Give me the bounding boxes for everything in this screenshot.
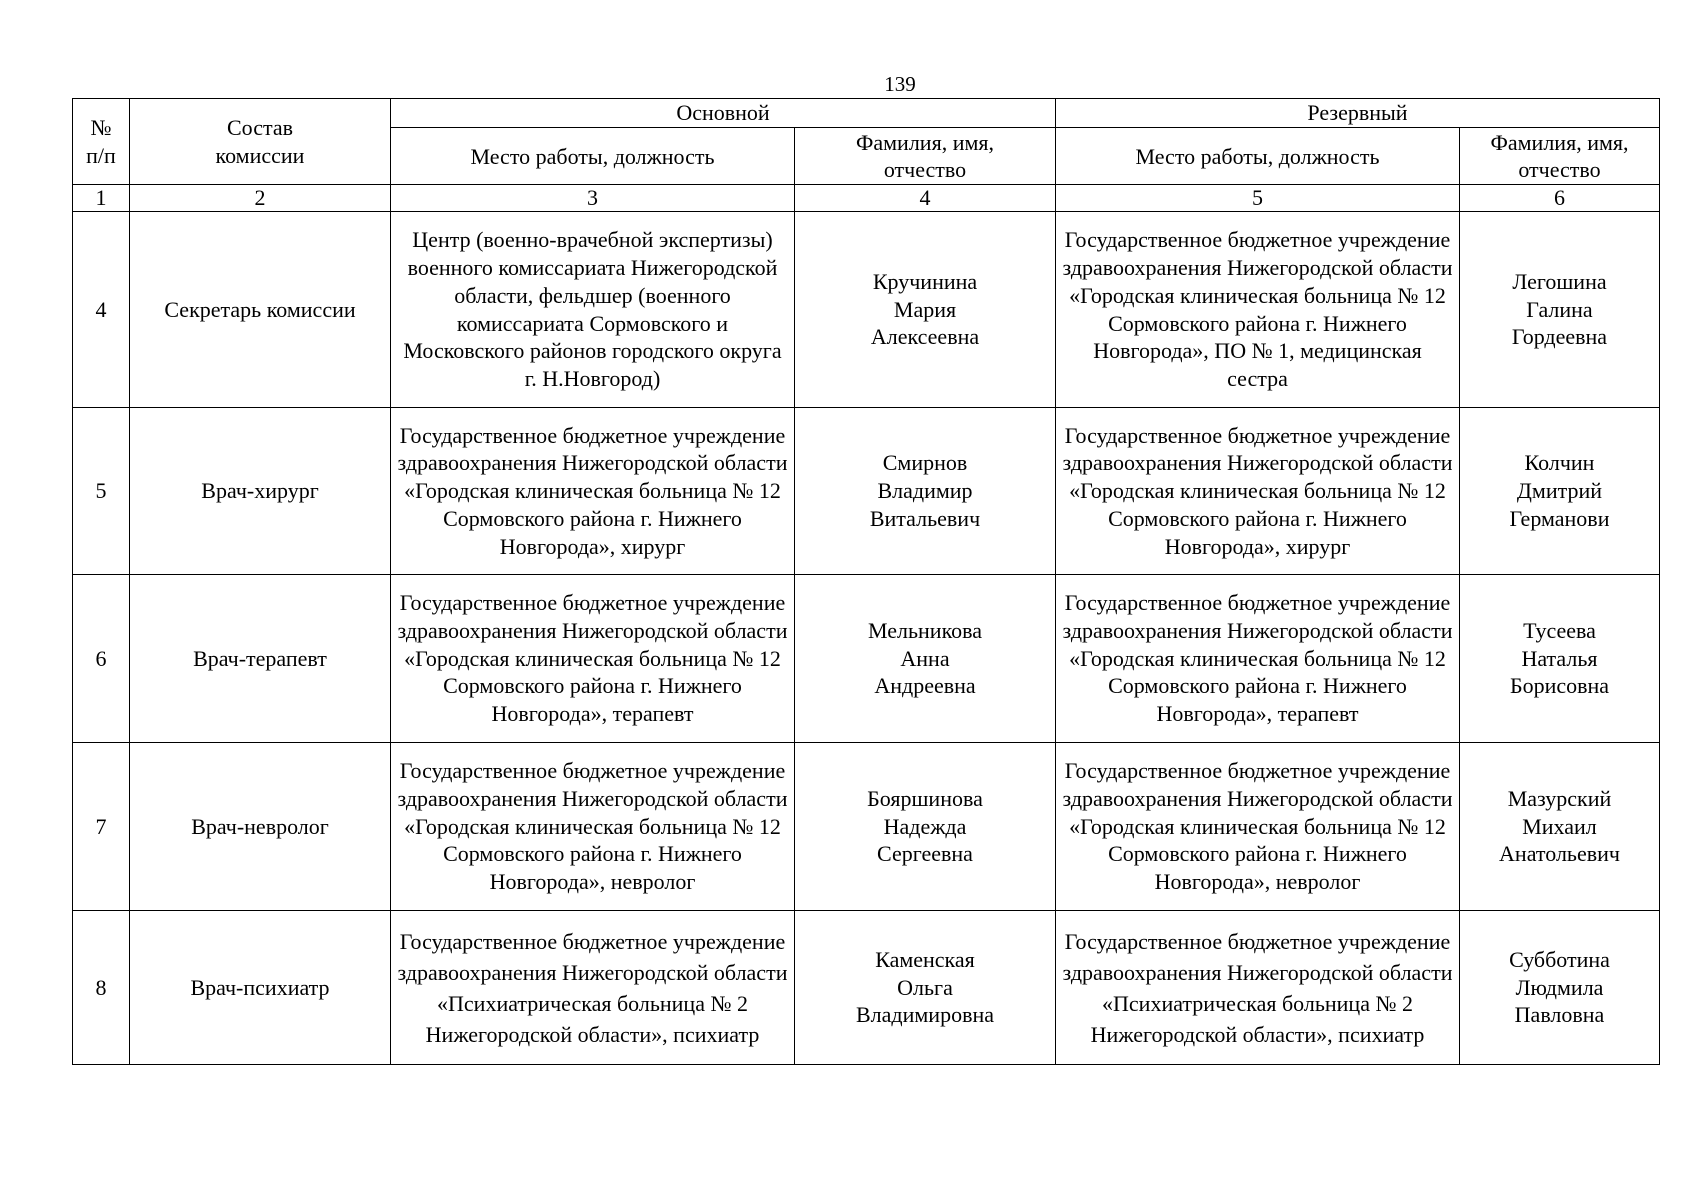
- column-number: 6: [1460, 185, 1660, 212]
- header-main: Основной: [391, 99, 1056, 128]
- row-reserve-place: Государственное бюджетное учреждение здравоохранения Нижегородской области «Психиатрическая больница № 2 Нижегородской области», психиатр: [1056, 911, 1460, 1065]
- row-number: 8: [73, 911, 130, 1065]
- row-reserve-name: Субботина Людмила Павловна: [1460, 911, 1660, 1065]
- table-row: [73, 212, 1660, 408]
- header-reserve-place: Место работы, должность: [1056, 128, 1460, 185]
- table-row: [73, 743, 1660, 911]
- row-main-place: Государственное бюджетное учреждение здравоохранения Нижегородской области «Городская клиническая больница № 12 Сормовского района г. Нижнего Новгорода», невролог: [391, 743, 795, 911]
- row-reserve-name: Колчин Дмитрий Германови: [1460, 408, 1660, 575]
- column-number: 2: [130, 185, 391, 212]
- table-row: [73, 575, 1660, 743]
- header-main-place: Место работы, должность: [391, 128, 795, 185]
- header-main-fio: Фамилия, имя, отчество: [795, 128, 1056, 185]
- row-number: 7: [73, 743, 130, 911]
- row-role: Врач-невролог: [130, 743, 391, 911]
- table-row: [73, 911, 1660, 1065]
- column-number: 1: [73, 185, 130, 212]
- header-reserve-fio: Фамилия, имя, отчество: [1460, 128, 1660, 185]
- row-role: Врач-хирург: [130, 408, 391, 575]
- row-main-name: Каменская Ольга Владимировна: [795, 911, 1056, 1065]
- header-row-top: [73, 99, 1660, 128]
- row-number: 4: [73, 212, 130, 408]
- column-number-row: [73, 185, 1660, 212]
- header-composition: Состав комиссии: [130, 99, 391, 185]
- column-number: 5: [1056, 185, 1460, 212]
- row-reserve-place: Государственное бюджетное учреждение здравоохранения Нижегородской области «Городская клиническая больница № 12 Сормовского района г. Нижнего Новгорода», терапевт: [1056, 575, 1460, 743]
- row-reserve-name: Легошина Галина Гордеевна: [1460, 212, 1660, 408]
- row-main-name: Кручинина Мария Алексеевна: [795, 212, 1056, 408]
- row-main-place: Государственное бюджетное учреждение здравоохранения Нижегородской области «Городская клиническая больница № 12 Сормовского района г. Нижнего Новгорода», терапевт: [391, 575, 795, 743]
- row-main-place: Центр (военно-врачебной экспертизы) военного комиссариата Нижегородской области, фельдшер (военного комиссариата Сормовского и Московского районов городского округа г. Н.Новгород): [391, 212, 795, 408]
- row-role: Врач-психиатр: [130, 911, 391, 1065]
- table-row: [73, 408, 1660, 575]
- row-reserve-name: Мазурский Михаил Анатольевич: [1460, 743, 1660, 911]
- column-number: 3: [391, 185, 795, 212]
- row-main-place: Государственное бюджетное учреждение здравоохранения Нижегородской области «Городская клиническая больница № 12 Сормовского района г. Нижнего Новгорода», хирург: [391, 408, 795, 575]
- row-main-name: Смирнов Владимир Витальевич: [795, 408, 1056, 575]
- row-reserve-name: Тусеева Наталья Борисовна: [1460, 575, 1660, 743]
- row-number: 5: [73, 408, 130, 575]
- header-num: № п/п: [73, 99, 130, 185]
- row-reserve-place: Государственное бюджетное учреждение здравоохранения Нижегородской области «Городская клиническая больница № 12 Сормовского района г. Нижнего Новгорода», невролог: [1056, 743, 1460, 911]
- column-number: 4: [795, 185, 1056, 212]
- header-reserve: Резервный: [1056, 99, 1660, 128]
- row-number: 6: [73, 575, 130, 743]
- row-role: Секретарь комиссии: [130, 212, 391, 408]
- row-reserve-place: Государственное бюджетное учреждение здравоохранения Нижегородской области «Городская клиническая больница № 12 Сормовского района г. Нижнего Новгорода», ПО № 1, медицинская сестра: [1056, 212, 1460, 408]
- row-main-place: Государственное бюджетное учреждение здравоохранения Нижегородской области «Психиатрическая больница № 2 Нижегородской области», психиатр: [391, 911, 795, 1065]
- commission-table: [72, 98, 1660, 1065]
- row-main-name: Бояршинова Надежда Сергеевна: [795, 743, 1056, 911]
- row-main-name: Мельникова Анна Андреевна: [795, 575, 1056, 743]
- row-reserve-place: Государственное бюджетное учреждение здравоохранения Нижегородской области «Городская клиническая больница № 12 Сормовского района г. Нижнего Новгорода», хирург: [1056, 408, 1460, 575]
- page-number: 139: [884, 72, 916, 96]
- row-role: Врач-терапевт: [130, 575, 391, 743]
